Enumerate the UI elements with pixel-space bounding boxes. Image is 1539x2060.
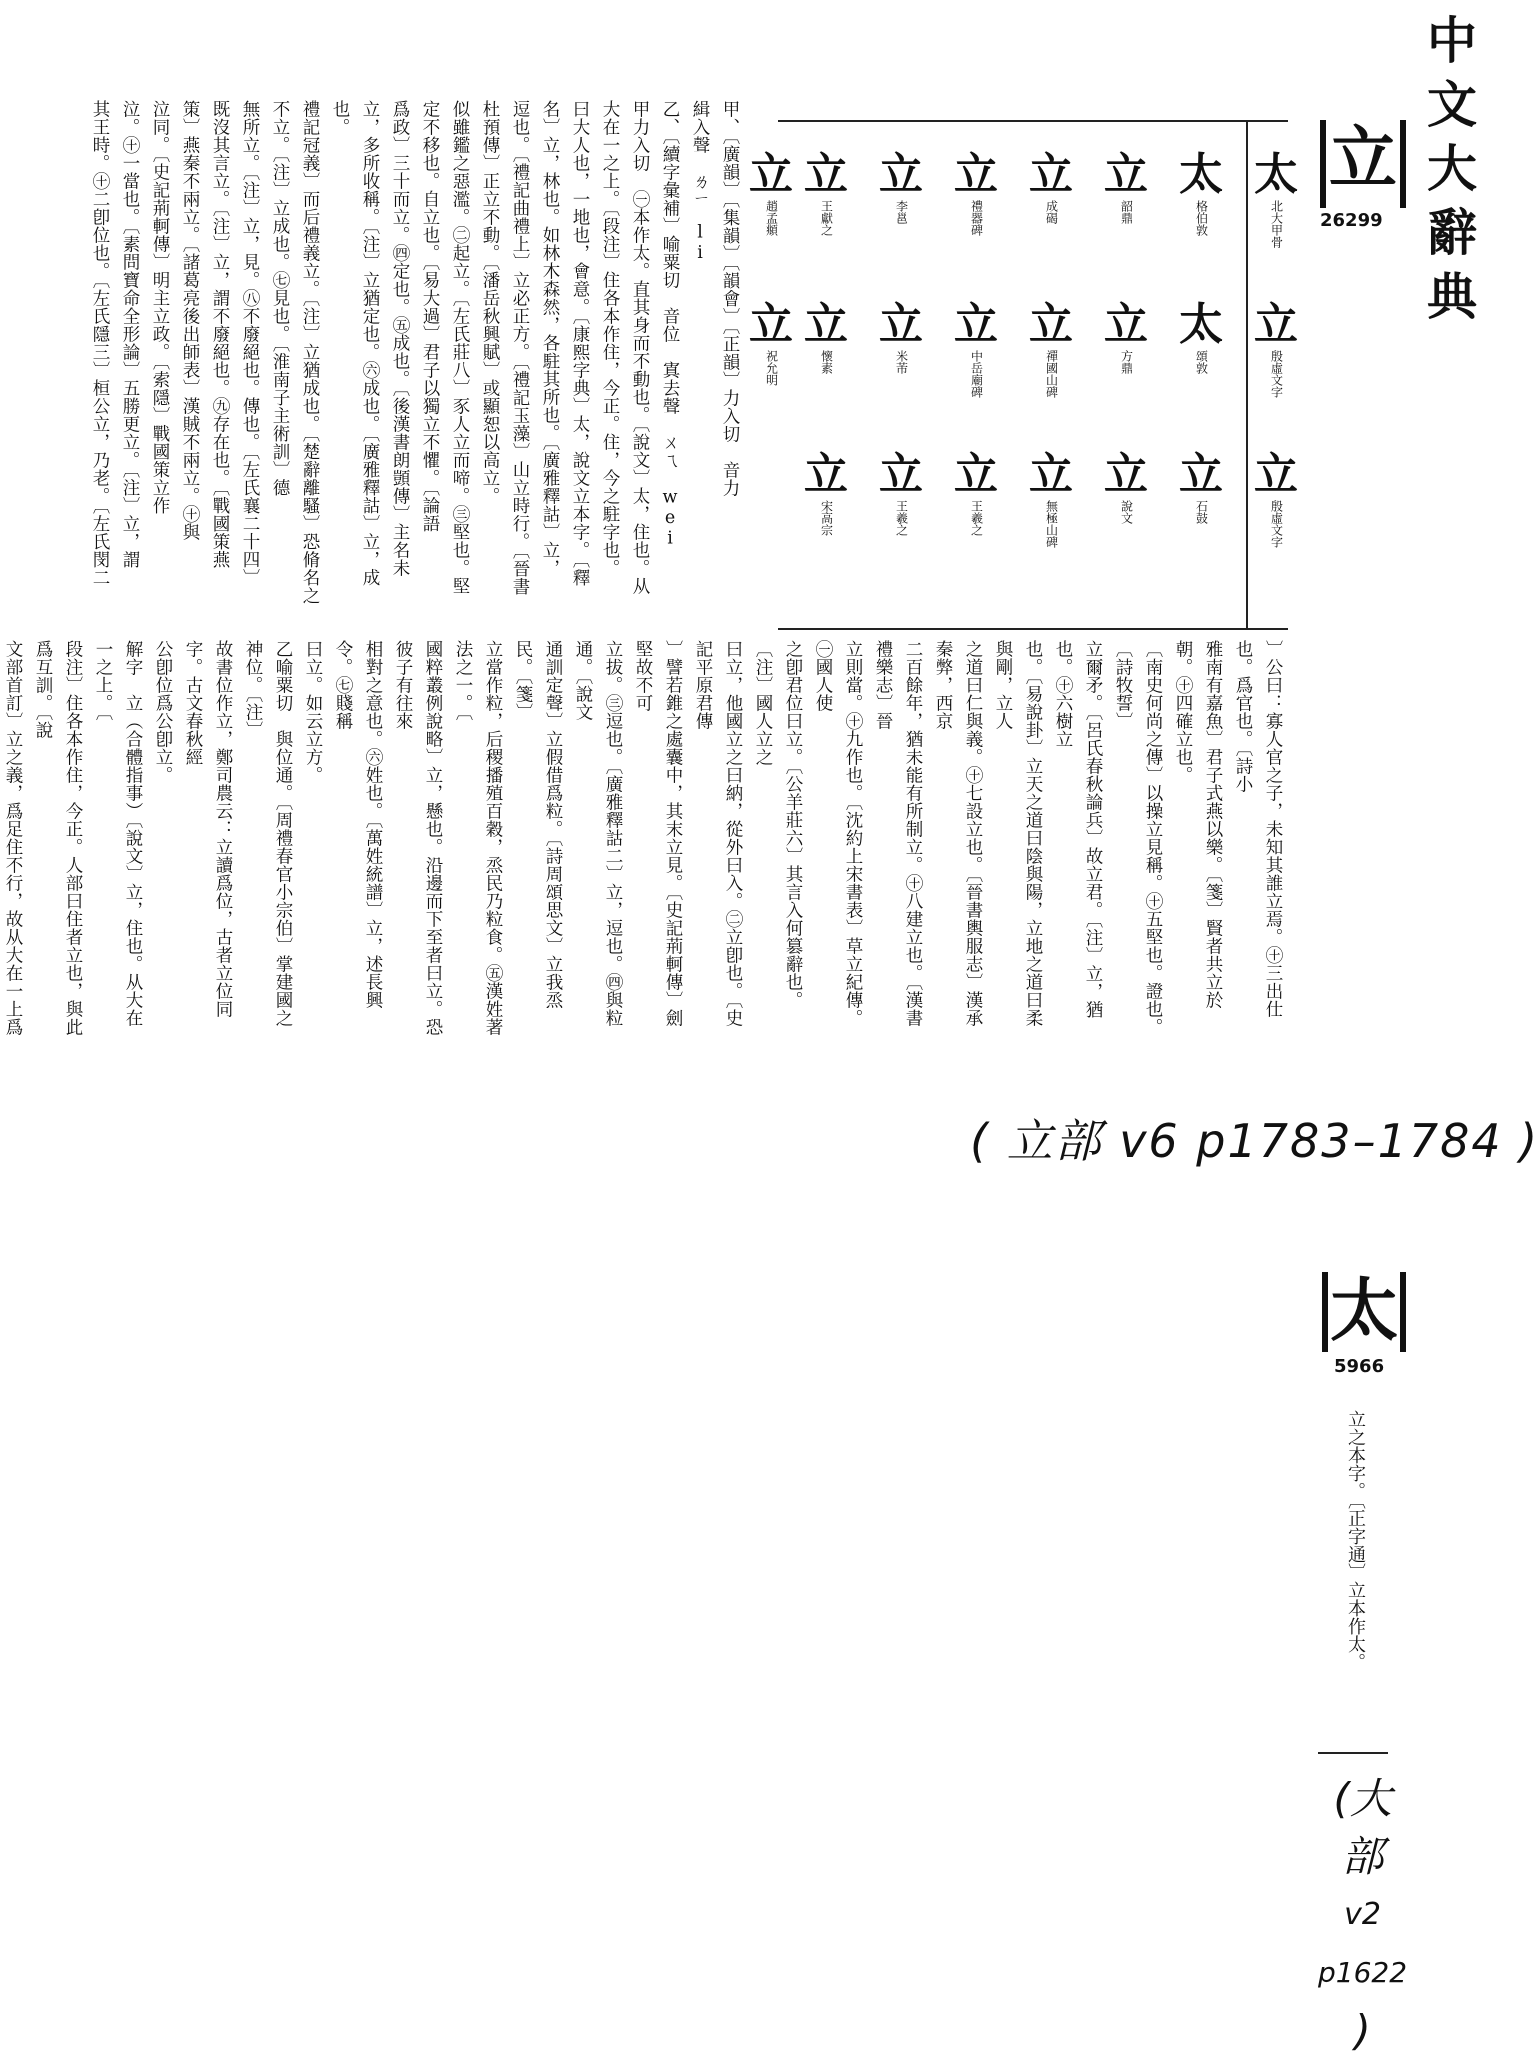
glyph-label: 石鼓 [1194,500,1209,524]
text-line: 策〕燕秦不兩立。〔諸葛亮後出師表〕漢賊不兩立。㊉與 [180,100,200,542]
text-line: 立當作粒，后稷播殖百穀，烝民乃粒食。㊄漢姓著法之一。〔 [453,640,503,1036]
text-line: 乙喻粟切 與位通。〔周禮春官小宗伯〕掌建國之神位。〔注〕 [243,640,293,1028]
text-line: 甲、〔廣韻〕〔集韻〕〔韻會〕〔正韻〕力入切 音力 [720,100,740,497]
glyph-cell [740,300,802,390]
glyph-char: 立 [749,149,793,200]
text-line: 爲政〕三十而立。㊃定也。㊄成也。〔後漢書朗顗傳〕主名未立，多所收稱。〔注〕立猶定也。㊅成也。〔廣雅釋詁〕立，成也。 [330,100,410,587]
glyph-label: 無極山碑 [1044,500,1059,548]
glyph-table-top-rule [778,120,1288,122]
text-line: 公卽位爲公卽立。 [153,640,173,784]
glyph-cell [795,450,857,540]
text-line: 其王時。㊉二卽位也。〔左氏隱三〕桓公立，乃老。〔左氏閔二 [90,100,110,587]
text-line: 雅南有嘉魚〕君子式燕以樂。〔箋〕賢者共立於朝。㊉四確立也。 [1173,640,1223,1010]
handwritten-ref-li: ( 立部 v6 p1783–1784 ) [970,1114,1539,1168]
glyph-cell [1245,450,1307,552]
glyph-label: 懷素 [819,350,834,374]
glyph-table-bottom-rule [778,628,1288,630]
text-line: 立爾矛。〔呂氏春秋論兵〕故立君。〔注〕立，猶也。㊉六樹立 [1053,640,1103,1019]
text-line: 無所立。〔注〕立，見。㊇不廢絕也。傳也。〔左氏襄二十四〕 [240,100,260,587]
glyph-label: 殷虛文字 [1269,500,1284,548]
text-line: 段注〕住各本作住，今正。人部曰住者立也，與此爲互訓。〔說 [33,640,83,1036]
entry-head-tai-char: 太 [1329,1271,1398,1351]
handwritten-line: ) [1354,2006,1371,2055]
entry-number-li: 26299 [1320,210,1383,231]
glyph-label: 說文 [1119,500,1134,524]
text-line: 似雖鑑之惡濫。㊁起立。〔左氏莊八〕豕人立而啼。㊂堅也。堅定不移也。自立也。〔易大過〕君子以獨立不懼。〔論語 [420,100,470,596]
glyph-label: 格伯敦 [1194,200,1209,236]
glyph-char: 立 [1104,149,1148,200]
glyph-cell [1170,450,1232,528]
text-line: 泣。㊉一當也。〔素問寶命全形論〕五勝更立。〔注〕立，謂 [120,100,140,569]
text-line: 曰立，他國立之曰納，從外曰入。㊁立卽也。〔史記平原君傳 [693,640,743,1028]
glyph-label: 禮器碑 [969,200,984,236]
text-line: 之道曰仁與義。㊉七設立也。〔晉書輿服志〕漢承秦弊，西京 [933,640,983,1028]
glyph-char: 立 [1254,449,1298,500]
glyph-cell [1020,150,1082,228]
handwritten-line: p1622 [1318,1956,1408,1989]
glyph-cell [1245,300,1307,402]
glyph-char: 太 [1179,149,1223,200]
glyph-cell [795,300,857,378]
glyph-char: 立 [804,299,848,350]
glyph-char: 立 [1029,449,1073,500]
text-line: 之卽君位曰立。〔公羊莊六〕其言入何篡辭也。〔注〕國人立之 [753,640,803,1010]
glyph-cell [1020,450,1082,552]
glyph-char: 立 [954,149,998,200]
handwritten-line: (大 [1333,1774,1392,1823]
text-line: 甲力入切 ㊀本作太。直其身而不動也。〔說文〕太，住也。从大在一之上。〔段注〕住各本作住，今正。住，今之駐字也。 [600,100,650,596]
glyph-char: 立 [879,449,923,500]
glyph-cell [1095,450,1157,528]
glyph-char: 立 [1104,299,1148,350]
glyph-cell [870,450,932,540]
text-line: 乙、〔續字彙補〕喻粟切 音位 寘去聲 ㄨㄟ wei [660,100,680,549]
glyph-label: 宋高宗 [819,500,834,536]
glyph-char: 立 [879,299,923,350]
separator-rule [1318,1752,1388,1754]
handwritten-ref-tai [1318,1770,1407,2060]
glyph-char: 立 [804,149,848,200]
entry-number-tai: 5966 [1334,1356,1385,1377]
text-line: 泣同。〔史記荊軻傳〕明主立政。〔索隱〕戰國策立作 [150,100,170,515]
text-line: 禮記冠義〕而后禮義立。〔注〕立猶成也。〔楚辭離騷〕恐脩名之不立。〔注〕立成也。㊆見也。〔淮南子主術訓〕德 [270,100,320,605]
glyph-label: 李邕 [894,200,909,224]
glyph-cell [1170,300,1232,378]
glyph-cell [1245,150,1307,252]
glyph-char: 立 [804,449,848,500]
text-line: 既沒其言立。〔注〕立，謂不廢絕也。㊈存在也。〔戰國策燕 [210,100,230,569]
glyph-label: 北大甲骨 [1269,200,1284,248]
glyph-cell [1020,300,1082,402]
glyph-cell [740,150,802,240]
entry-head-tai [1322,1272,1406,1352]
glyph-cell [870,150,932,228]
text-line: 曰立。如云立方。 [303,640,323,784]
handwritten-line: v2 [1344,1897,1381,1932]
glyph-label: 趙孟頫 [764,200,779,236]
text-line: 逗也。〔禮記曲禮上〕立必正方。〔禮記玉藻〕山立時行。〔晉書杜預傳〕正立不動。〔潘岳秋興賦〕或顯恕以高立。 [480,100,530,596]
glyph-label: 王羲之 [894,500,909,536]
glyph-cell [870,300,932,378]
glyph-char: 立 [1254,299,1298,350]
glyph-cell [1095,150,1157,228]
glyph-label: 米芾 [894,350,909,374]
text-line: 故書位作立，鄭司農云：立讀爲位，古者立位同字。古文春秋經 [183,640,233,1018]
glyph-label: 王羲之 [969,500,984,536]
text-line: 〔南史何尚之傳〕以操立見稱。㊉五堅也。證也。〔詩牧誓〕 [1113,640,1163,1036]
entry-head-li-char: 立 [1328,119,1397,199]
glyph-char: 太 [1179,299,1223,350]
glyph-label: 頌敦 [1194,350,1209,374]
glyph-label: 祝允明 [764,350,779,386]
glyph-label: 中岳廟碑 [969,350,984,398]
text-line: 〕公曰：寡人官之子，未知其誰立焉。㊉三出仕也。爲官也。〔詩小 [1233,640,1283,1018]
glyph-cell [945,150,1007,240]
glyph-label: 殷虛文字 [1269,350,1284,398]
book-title: 中文大辭典 [1419,14,1478,334]
text-line: 緝入聲 ㄌㄧ li [690,100,710,264]
glyph-cell [795,150,857,240]
lower-right-text [3,640,1288,1040]
text-line: 立則當。㊉九作也。〔沈約上宋書表〕草立紀傳。㊀國人使 [813,640,863,1028]
glyph-cell [945,300,1007,402]
entry-head-li [1320,120,1406,208]
glyph-label: 成碣 [1044,200,1059,224]
glyph-char: 立 [1029,149,1073,200]
glyph-char: 立 [1029,299,1073,350]
text-line: 也。〔易說卦〕立天之道曰陰與陽，立地之道曰柔與剛，立人 [993,640,1043,1028]
glyph-label: 王獻之 [819,200,834,236]
glyph-label: 韶鼎 [1119,200,1134,224]
glyph-char: 立 [1179,449,1223,500]
text-line: 二百餘年，猶未能有所制立。㊉八建立也。〔漢書禮樂志〕晉 [873,640,923,1028]
glyph-char: 太 [1254,149,1298,200]
glyph-label: 方鼎 [1119,350,1134,374]
glyph-char: 立 [954,299,998,350]
glyph-char: 立 [749,299,793,350]
text-line: 通訓定聲〕立假借爲粒。〔詩周頌思文〕立我烝民。〔箋〕 [513,640,563,1010]
text-line: 文部首訂〕立之義，爲足住不行，故从大在一上爲 [3,640,23,1036]
text-line: 國粹叢例說略〕立，懸也。沿邊而下至者曰立。恐彼子有往來 [393,640,443,1036]
glyph-cell [1170,150,1232,240]
text-line: 立拔。㊂逗也。〔廣雅釋詁二〕立，逗也。㊃與粒通。〔說文 [573,640,623,1028]
upper-left-text [30,100,745,610]
glyph-label: 禪國山碑 [1044,350,1059,398]
text-line: 曰大人也，一地也，會意。〔康熙字典〕太，說文立本字。〔釋名〕立，林也。如林木森然，各駐其所也。〔廣雅釋詁〕立， [540,100,590,587]
glyph-char: 立 [879,149,923,200]
entry-text-tai: 立之本字。〔正字通〕立本作太。 [1345,1410,1366,1671]
text-line: 〕譬若錐之處囊中，其末立見。〔史記荊軻傳〕劍堅故不可 [633,640,683,1028]
text-line: 解字 立（合體指事）〔說文〕立，住也。从大在一之上。〔 [93,640,143,1028]
glyph-char: 立 [1104,449,1148,500]
glyph-cell [1095,300,1157,378]
text-line: 相對之意也。㊅姓也。〔萬姓統譜〕立，述長興令。㊆賤稱 [333,640,383,1010]
glyph-char: 立 [954,449,998,500]
glyph-cell [945,450,1007,540]
handwritten-line: 部 [1341,1832,1384,1881]
